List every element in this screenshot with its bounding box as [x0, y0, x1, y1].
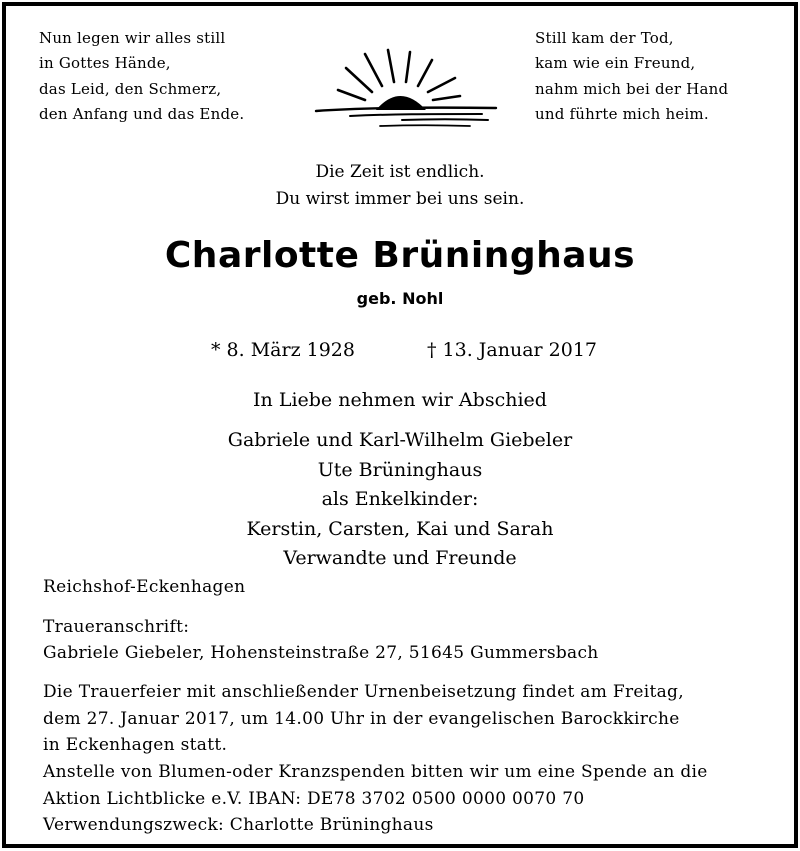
- address: Gabriele Giebeler, Hohensteinstraße 27, 51645 Gummersbach: [43, 643, 599, 663]
- donation-line: Verwendungszweck: Charlotte Brüninghaus: [43, 815, 434, 835]
- poem-left-line: in Gottes Hände,: [39, 54, 171, 73]
- death-date: † 13. Januar 2017: [427, 339, 598, 361]
- ceremony-line: in Eckenhagen statt.: [43, 735, 228, 755]
- motto-line: Du wirst immer bei uns sein.: [275, 189, 525, 209]
- mourner-line: Gabriele und Karl-Wilhelm Giebeler: [227, 429, 573, 451]
- donation-info: [43, 759, 708, 839]
- poem-left-line: das Leid, den Schmerz,: [39, 79, 222, 98]
- mourner-line: Kerstin, Carsten, Kai und Sarah: [246, 517, 554, 540]
- ceremony-line: dem 27. Januar 2017, um 14.00 Uhr in der evangelischen Barockkirche: [43, 708, 680, 729]
- poem-left-line: den Anfang und das Ende.: [39, 104, 245, 123]
- mourner-line: Verwandte und Freunde: [283, 547, 517, 569]
- poem-right-line: und führte mich heim.: [535, 104, 709, 123]
- donation-line: Aktion Lichtblicke e.V. IBAN: DE78 3702 0500 0000 0070 70: [43, 788, 585, 809]
- address-label: Traueranschrift:: [43, 617, 190, 637]
- donation-line: Anstelle von Blumen-oder Kranzspenden bitten wir um eine Spende an die: [43, 762, 708, 782]
- birth-date: * 8. März 1928: [211, 339, 355, 361]
- ceremony-line: Die Trauerfeier mit anschließender Urnenbeisetzung findet am Freitag,: [43, 682, 684, 702]
- poem-right: [535, 26, 728, 127]
- birth-name: geb. Nohl: [356, 289, 444, 308]
- poem-right-line: kam wie ein Freund,: [535, 54, 696, 73]
- mourner-line: Ute Brüninghaus: [317, 458, 483, 481]
- mourner-line: als Enkelkinder:: [321, 488, 479, 510]
- poem-left: [39, 26, 244, 127]
- poem-right-line: nahm mich bei der Hand: [535, 79, 729, 98]
- poem-left-line: Nun legen wir alles still: [39, 29, 226, 47]
- sunset-icon: [310, 48, 500, 132]
- motto: [0, 159, 800, 213]
- mourners: [0, 426, 800, 574]
- farewell-text: In Liebe nehmen wir Abschied: [253, 389, 547, 411]
- ceremony-info: [43, 679, 684, 759]
- motto-line: Die Zeit ist endlich.: [315, 162, 485, 182]
- poem-right-line: Still kam der Tod,: [535, 29, 674, 47]
- place: Reichshof-Eckenhagen: [43, 577, 246, 597]
- deceased-name: Charlotte Brüninghaus: [164, 235, 636, 276]
